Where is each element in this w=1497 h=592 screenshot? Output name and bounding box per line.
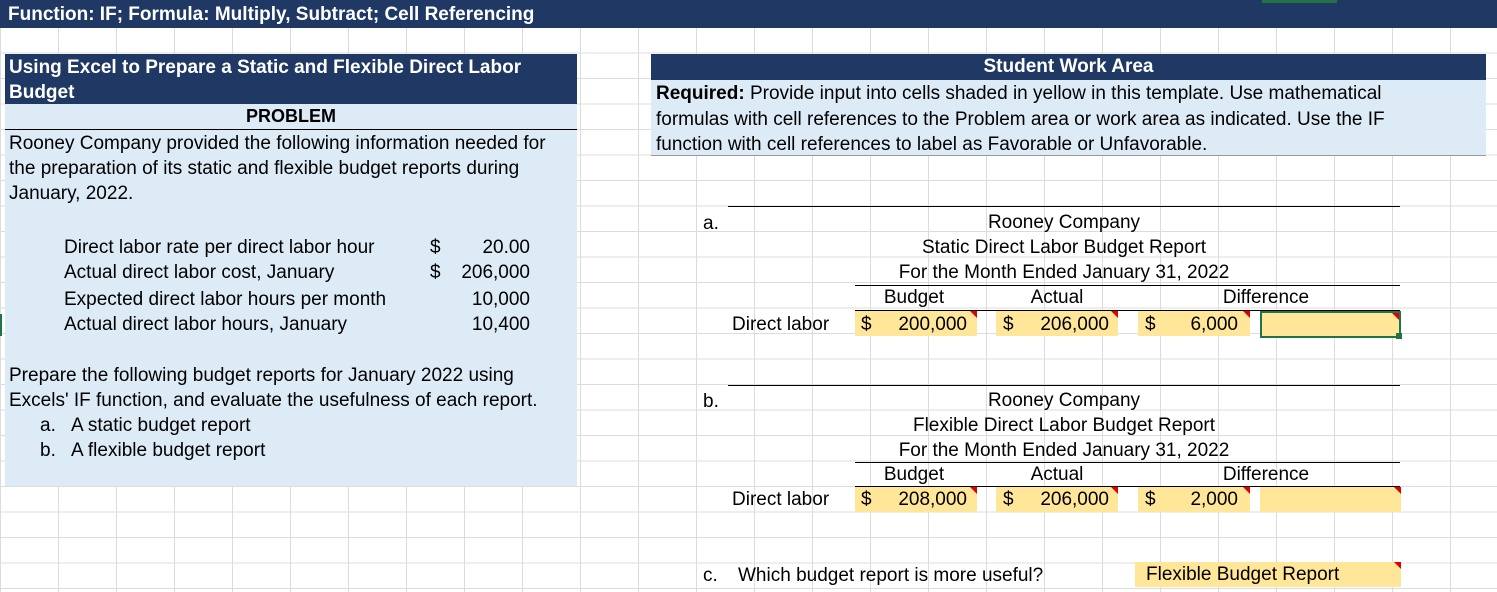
data-currency-actual-cost: $ <box>430 262 441 283</box>
report-b-letter: b. <box>703 391 719 412</box>
report-a-difference-value: 6,000 <box>1190 314 1238 335</box>
work-area-title[interactable]: Student Work Area <box>651 54 1486 80</box>
divider <box>651 155 1486 156</box>
comment-indicator[interactable] <box>1111 487 1118 494</box>
report-b-actual-currency: $ <box>1003 489 1014 510</box>
report-b-header-rule <box>855 462 1400 463</box>
report-a-top-rule <box>728 206 1400 207</box>
task-b-letter: b. <box>40 440 56 461</box>
required-line-3: function with cell references to label as Favorable or Unfavorable. <box>656 134 1208 155</box>
required-label: Required: <box>656 83 745 104</box>
problem-label[interactable]: PROBLEM <box>246 106 336 126</box>
report-b-top-rule <box>728 385 1400 386</box>
intro-line-1[interactable]: Rooney Company provided the following information needed for <box>9 133 546 154</box>
report-a-actual-currency: $ <box>1003 314 1014 335</box>
report-b-difference-currency: $ <box>1145 489 1156 510</box>
report-a-budget-currency: $ <box>861 314 872 335</box>
instruction-line-1[interactable]: Prepare the following budget reports for January 2022 using <box>9 365 514 386</box>
divider <box>5 129 577 130</box>
data-label-actual-hours[interactable]: Actual direct labor hours, January <box>64 314 348 335</box>
report-b-label-cell[interactable] <box>1260 487 1401 512</box>
data-value-expected-hours[interactable]: 10,000 <box>471 289 530 310</box>
comment-indicator[interactable] <box>970 487 977 494</box>
report-a-col-actual[interactable]: Actual <box>1030 287 1084 308</box>
task-a-text[interactable]: A static budget report <box>71 415 251 436</box>
problem-title-line1: Using Excel to Prepare a Static and Flexible Direct Labor <box>9 57 522 78</box>
data-label-actual-cost[interactable]: Actual direct labor cost, January <box>64 262 335 283</box>
problem-title[interactable] <box>5 54 577 104</box>
comment-indicator[interactable] <box>1243 487 1250 494</box>
required-line-2: formulas with cell references to the Problem area or work area as indicated. Use the IF <box>656 108 1385 130</box>
comment-indicator[interactable] <box>970 311 977 318</box>
report-a-difference-currency: $ <box>1145 314 1156 335</box>
report-a-title[interactable]: Static Direct Labor Budget Report <box>921 237 1207 258</box>
data-value-actual-hours[interactable]: 10,400 <box>471 314 530 335</box>
problem-title-line2: Budget <box>9 82 75 103</box>
report-b-row-label[interactable]: Direct labor <box>732 489 830 510</box>
sheet-title-bar <box>0 0 1497 28</box>
intro-line-2[interactable]: the preparation of its static and flexible budget reports during <box>9 158 520 179</box>
report-b-title[interactable]: Flexible Direct Labor Budget Report <box>912 415 1216 436</box>
required-text[interactable] <box>656 81 1476 158</box>
sheet-title[interactable]: Function: IF; Formula: Multiply, Subtract; Cell Referencing <box>8 4 535 25</box>
report-b-actual-value: 206,000 <box>1040 489 1109 510</box>
question-c-letter: c. <box>703 565 718 586</box>
comment-indicator[interactable] <box>1394 487 1401 494</box>
report-a-actual-value: 206,000 <box>1040 314 1109 335</box>
report-a-row-label[interactable]: Direct labor <box>732 314 830 335</box>
report-a-budget-value: 200,000 <box>898 314 967 335</box>
report-b-company[interactable]: Rooney Company <box>987 390 1141 411</box>
comment-indicator[interactable] <box>1392 313 1399 320</box>
instruction-line-2[interactable]: Excels' IF function, and evaluate the usefulness of each report. <box>9 390 538 411</box>
comment-indicator[interactable] <box>1394 562 1401 569</box>
report-a-label-cell-selected[interactable] <box>1260 311 1401 338</box>
report-a-letter: a. <box>703 213 719 234</box>
data-value-rate[interactable]: 20.00 <box>482 237 530 258</box>
report-a-period[interactable]: For the Month Ended January 31, 2022 <box>898 262 1230 283</box>
report-a-header-rule <box>855 285 1400 286</box>
data-label-expected-hours[interactable]: Expected direct labor hours per month <box>64 289 387 310</box>
question-c-text[interactable]: Which budget report is more useful? <box>738 565 1044 586</box>
report-a-col-budget[interactable]: Budget <box>883 287 945 308</box>
report-b-budget-currency: $ <box>861 489 872 510</box>
row-selection-marker <box>0 314 2 336</box>
report-b-col-actual[interactable]: Actual <box>1030 464 1084 485</box>
fill-handle[interactable] <box>1396 333 1402 339</box>
comment-indicator[interactable] <box>1243 311 1250 318</box>
task-a-letter: a. <box>40 415 56 436</box>
report-a-company[interactable]: Rooney Company <box>987 212 1141 233</box>
report-b-budget-value: 208,000 <box>898 489 967 510</box>
report-b-difference-value: 2,000 <box>1190 489 1238 510</box>
report-b-period[interactable]: For the Month Ended January 31, 2022 <box>898 440 1230 461</box>
report-b-col-budget[interactable]: Budget <box>883 464 945 485</box>
comment-indicator[interactable] <box>1111 311 1118 318</box>
task-b-text[interactable]: A flexible budget report <box>71 440 266 461</box>
report-a-col-difference[interactable]: Difference <box>1222 287 1310 308</box>
intro-line-3[interactable]: January, 2022. <box>9 183 134 204</box>
data-currency-rate: $ <box>430 237 441 258</box>
question-c-answer: Flexible Budget Report <box>1146 564 1340 585</box>
required-line-1: Provide input into cells shaded in yellow in this template. Use mathematical <box>744 83 1382 104</box>
data-label-rate[interactable]: Direct labor rate per direct labor hour <box>64 237 375 258</box>
selection-indicator <box>1262 0 1337 3</box>
data-value-actual-cost[interactable]: 206,000 <box>461 262 530 283</box>
report-b-col-difference[interactable]: Difference <box>1222 464 1310 485</box>
